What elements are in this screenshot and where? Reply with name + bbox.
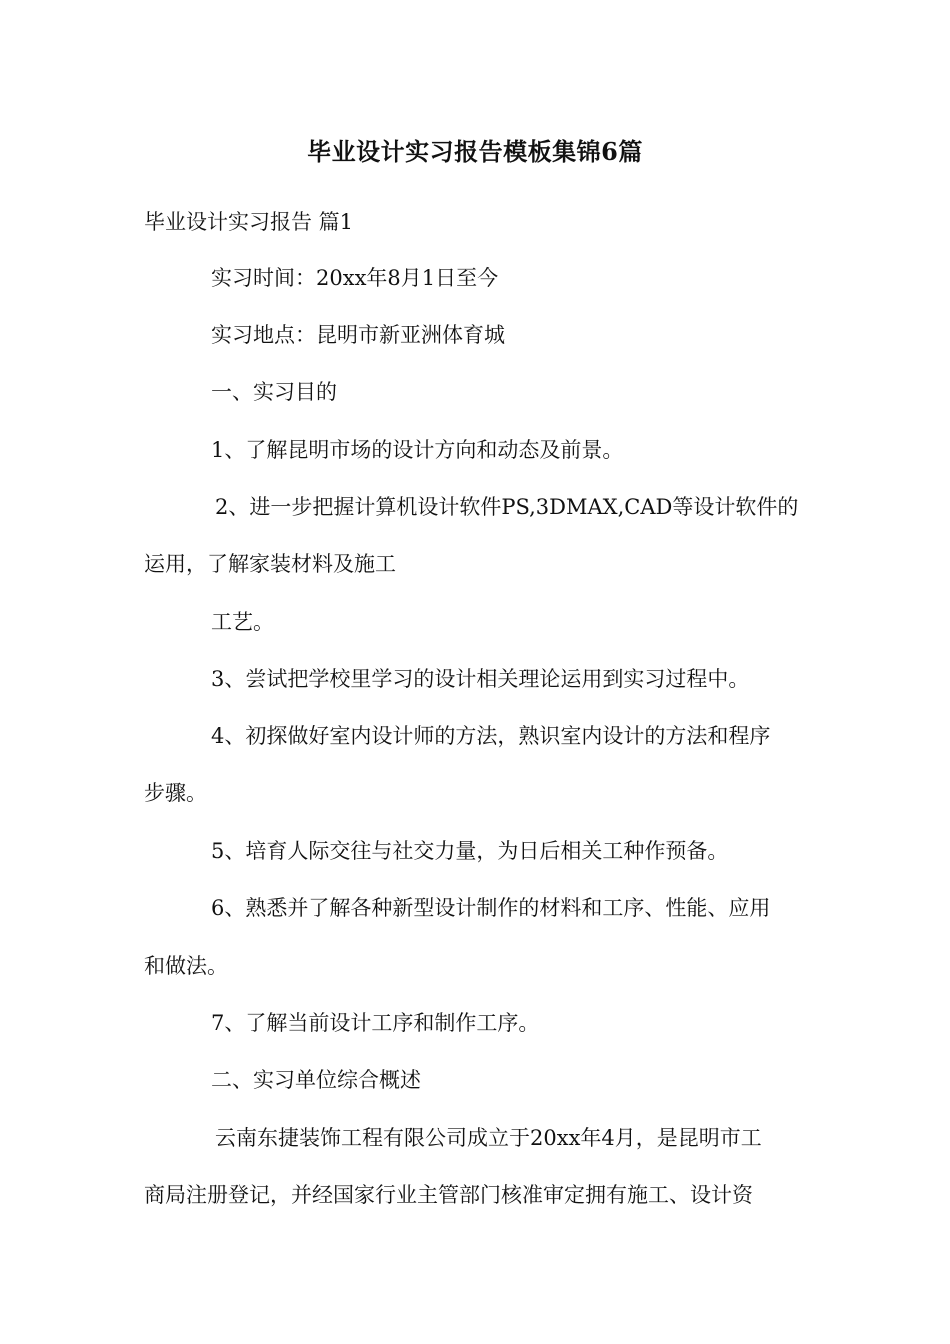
section-heading: 毕业设计实习报告 篇1 xyxy=(144,210,354,234)
paragraph-line: 二、实习单位综合概述 xyxy=(211,1068,421,1092)
paragraph-line: 2、进一步把握计算机设计软件PS,3DMAX,CAD等设计软件的 xyxy=(215,495,799,519)
paragraph-line: 实习地点：昆明市新亚洲体育城 xyxy=(211,323,505,347)
paragraph-line: 1、了解昆明市场的设计方向和动态及前景。 xyxy=(211,438,624,462)
paragraph-line: 和做法。 xyxy=(144,954,228,978)
paragraph-line: 一、实习目的 xyxy=(211,380,337,404)
paragraph-line: 实习时间：20xx年8月1日至今 xyxy=(211,266,499,290)
paragraph-line: 6、熟悉并了解各种新型设计制作的材料和工序、性能、应用 xyxy=(211,896,771,920)
paragraph-line: 商局注册登记，并经国家行业主管部门核准审定拥有施工、设计资 xyxy=(144,1183,753,1207)
document-title: 毕业设计实习报告模板集锦6篇 xyxy=(307,137,643,166)
paragraph-line: 工艺。 xyxy=(211,610,274,634)
paragraph-line: 5、培育人际交往与社交力量，为日后相关工种作预备。 xyxy=(211,839,729,863)
paragraph-line: 运用，了解家装材料及施工 xyxy=(144,552,396,576)
paragraph-line: 7、了解当前设计工序和制作工序。 xyxy=(211,1011,540,1035)
paragraph-line: 3、尝试把学校里学习的设计相关理论运用到实习过程中。 xyxy=(211,667,750,691)
paragraph-line: 云南东捷装饰工程有限公司成立于20xx年4月，是昆明市工 xyxy=(215,1126,762,1150)
paragraph-line: 步骤。 xyxy=(144,781,207,805)
paragraph-line: 4、初探做好室内设计师的方法，熟识室内设计的方法和程序 xyxy=(211,724,771,748)
